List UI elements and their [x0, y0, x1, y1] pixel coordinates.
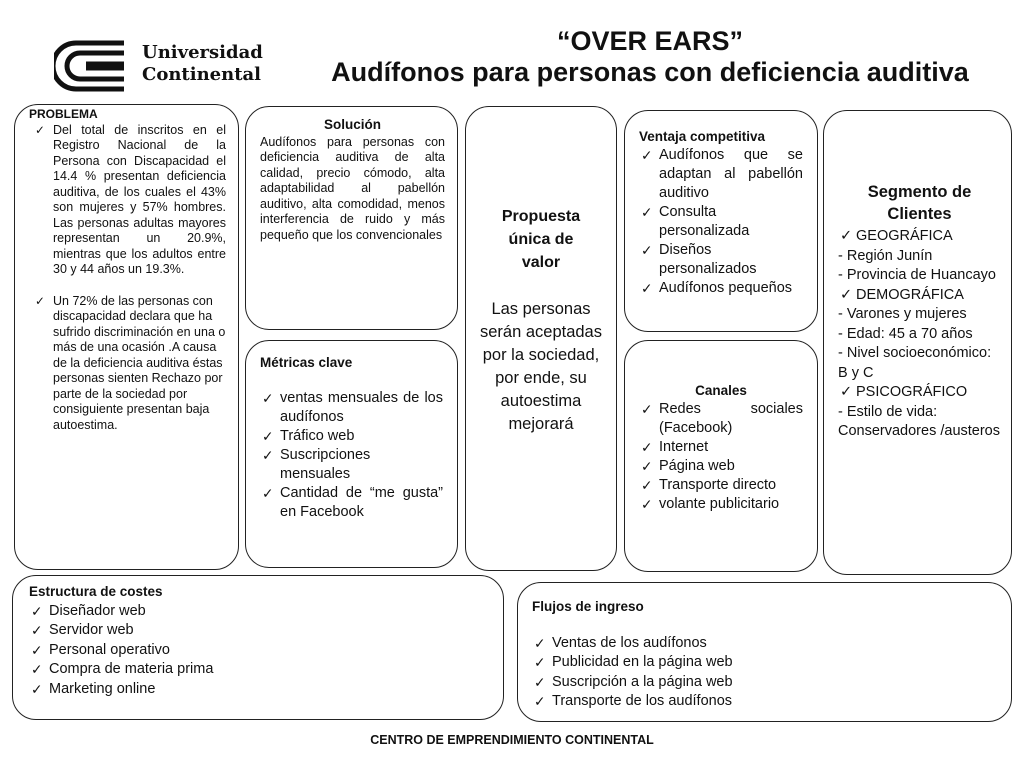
list-item [532, 692, 997, 712]
list-item [29, 641, 489, 661]
list-item-text: Servidor web [49, 622, 134, 638]
list-item-text: Audífonos que se adaptan al pabellón auditivo [659, 147, 803, 201]
check-icon: ✓ [534, 655, 546, 670]
list-item-text: Audífonos pequeños [659, 280, 793, 296]
page-title: “OVER EARS” [556, 26, 744, 56]
ventaja-box [624, 110, 818, 332]
segmento-line [838, 227, 1001, 247]
list-item-text: Transporte de los audífonos [552, 693, 733, 709]
list-item-text: Redes sociales (Facebook) [659, 401, 803, 436]
logo-wordmark [142, 42, 263, 86]
segmento-title: Segmento de Clientes [867, 183, 972, 223]
propuesta-text: Las personas serán aceptadas por la sociedad, por ende, su autoestima mejorará [479, 300, 602, 433]
problema-title: PROBLEMA [29, 107, 98, 121]
footer-text: CENTRO DE EMPRENDIMIENTO CONTINENTAL [370, 733, 654, 747]
list-item [33, 294, 226, 434]
list-item [639, 438, 803, 457]
segmento-line-text: - Varones y mujeres [838, 306, 967, 322]
check-icon: ✓ [31, 642, 43, 658]
segmento-line-text: DEMOGRÁFICA [856, 286, 964, 303]
segmento-line-text: - Edad: 45 a 70 años [838, 325, 973, 342]
check-icon: ✓ [31, 681, 43, 697]
list-item-text: volante publicitario [659, 496, 780, 512]
list-item-text: Un 72% de las personas con discapacidad declara que ha sufrido discriminación en una o más de una ocasión .A causa de la deficiencia auditiva éstas personas sienten Rechazo por parte de la sociedad por consiguiente presentan baja autoestima. [53, 293, 226, 432]
list-item-text: Tráfico web [280, 428, 355, 444]
check-icon: ✓ [641, 148, 653, 163]
segmento-line-text: B y C [838, 364, 874, 381]
ventaja-title: Ventaja competitiva [639, 129, 766, 144]
problema-box [14, 104, 239, 570]
segmento-line-text: PSICOGRÁFICO [856, 384, 968, 400]
segmento-line [838, 266, 1001, 286]
list-item [532, 673, 997, 693]
segmento-line [838, 247, 1001, 267]
list-item [532, 653, 997, 673]
check-icon: ✓ [534, 635, 546, 651]
list-item-text: Diseños personalizados [659, 242, 757, 277]
check-icon: ✓ [641, 478, 653, 493]
list-item-text: Suscripciones mensuales [280, 447, 371, 482]
list-item [639, 495, 803, 514]
check-icon: ✓ [31, 603, 43, 619]
list-item [639, 476, 803, 495]
check-icon: ✓ [35, 293, 45, 308]
list-item-text: Compra de materia prima [49, 661, 214, 677]
list-item-text: Del total de inscritos en el Registro Nacional de la Persona con Discapacidad el 14.4 % presentan deficiencia auditiva, de los cuales el 43% son mujeres y 57% hombres. Las personas adultas mayores representan un 20.9%, mientras que los adultos entre 30 y 44 años un 19.3%. [53, 122, 226, 276]
list-item-text: Publicidad en la página web [552, 654, 733, 670]
check-icon: ✓ [31, 623, 43, 638]
check-icon: ✓ [641, 459, 653, 474]
check-icon: ✓ [840, 228, 853, 244]
segmento-line-text: - Estilo de vida: Conservadores /austeros [838, 403, 1000, 439]
segmento-line [838, 344, 1001, 364]
page-subtitle: Audífonos para personas con deficiencia auditiva [331, 57, 969, 87]
canales-title: Canales [695, 383, 747, 398]
check-icon: ✓ [840, 384, 853, 400]
metricas-title: Métricas clave [260, 355, 353, 370]
check-icon: ✓ [262, 391, 274, 406]
problema-list [33, 123, 226, 434]
segmento-line [838, 403, 1001, 442]
segmento-line-text: - Región Junín [838, 247, 933, 264]
list-item [639, 400, 803, 438]
check-icon: ✓ [641, 281, 653, 296]
logo-line-1: Universidad [142, 42, 263, 63]
list-item [29, 621, 489, 641]
list-item [29, 680, 489, 700]
list-item [639, 146, 803, 203]
ventaja-list [639, 146, 803, 298]
check-icon: ✓ [641, 440, 653, 455]
list-item-text: Transporte directo [659, 477, 777, 493]
solucion-title: Solución [324, 117, 381, 132]
list-item-text: ventas mensuales de los audífonos [280, 390, 443, 425]
segmento-line [838, 325, 1001, 345]
list-item-text: Cantidad de “me gusta” en Facebook [280, 485, 443, 520]
check-icon: ✓ [641, 243, 653, 258]
continental-logo-icon [54, 38, 130, 94]
check-icon: ✓ [840, 286, 853, 303]
list-item-text: Consulta personalizada [659, 204, 750, 239]
list-item [260, 427, 443, 446]
segmento-line [838, 364, 1001, 384]
metricas-box [245, 340, 458, 568]
check-icon: ✓ [35, 122, 45, 137]
list-item-text: Ventas de los audífonos [552, 634, 707, 651]
university-logo [54, 38, 263, 94]
check-icon: ✓ [262, 448, 274, 463]
list-item [532, 634, 997, 654]
canales-box [624, 340, 818, 572]
metricas-list [260, 389, 443, 522]
check-icon: ✓ [641, 497, 653, 512]
list-item [29, 602, 489, 622]
ingresos-title: Flujos de ingreso [532, 599, 644, 614]
segmento-line-text: - Provincia de Huancayo [838, 267, 996, 283]
list-item [29, 660, 489, 680]
segmento-line [838, 305, 1001, 325]
list-item-text: Marketing online [49, 680, 156, 697]
segmento-line-text: - Nivel socioeconómico: [838, 345, 992, 361]
check-icon: ✓ [641, 205, 653, 220]
check-icon: ✓ [641, 402, 653, 417]
logo-line-2: Continental [142, 64, 262, 85]
propuesta-box [465, 106, 617, 571]
ingresos-list [532, 634, 997, 712]
list-item [260, 484, 443, 522]
list-item [260, 389, 443, 427]
costes-title: Estructura de costes [29, 584, 163, 599]
segmento-line-text: GEOGRÁFICA [856, 228, 953, 244]
propuesta-title: Propuesta única de valor [501, 208, 581, 271]
costes-box [12, 575, 504, 720]
solucion-text: Audífonos para personas con deficiencia auditiva de alta calidad, precio cómodo, alta adaptabilidad al pabellón auditivo, alta comodidad, menos interferencia de ruido y más pequeño que los convencionales [260, 134, 445, 242]
check-icon: ✓ [262, 486, 274, 501]
list-item-text: Diseñador web [49, 602, 146, 619]
list-item [33, 123, 226, 278]
segmento-line [838, 383, 1001, 403]
costes-list [29, 602, 489, 700]
segmento-line [838, 286, 1001, 306]
check-icon: ✓ [262, 429, 274, 444]
list-item [639, 279, 803, 298]
ingresos-box [517, 582, 1012, 722]
check-icon: ✓ [534, 674, 546, 690]
canales-list [639, 400, 803, 514]
list-item-text: Internet [659, 439, 709, 455]
segmento-box [823, 110, 1012, 575]
list-item-text: Página web [659, 458, 735, 474]
check-icon: ✓ [31, 662, 43, 677]
list-item-text: Suscripción a la página web [552, 673, 733, 690]
segmento-list [838, 227, 1001, 442]
list-item-text: Personal operativo [49, 641, 170, 658]
list-item [639, 457, 803, 476]
check-icon: ✓ [534, 694, 546, 709]
list-item [639, 241, 803, 279]
solucion-box [245, 106, 458, 330]
list-item [260, 446, 443, 484]
list-item [639, 203, 803, 241]
